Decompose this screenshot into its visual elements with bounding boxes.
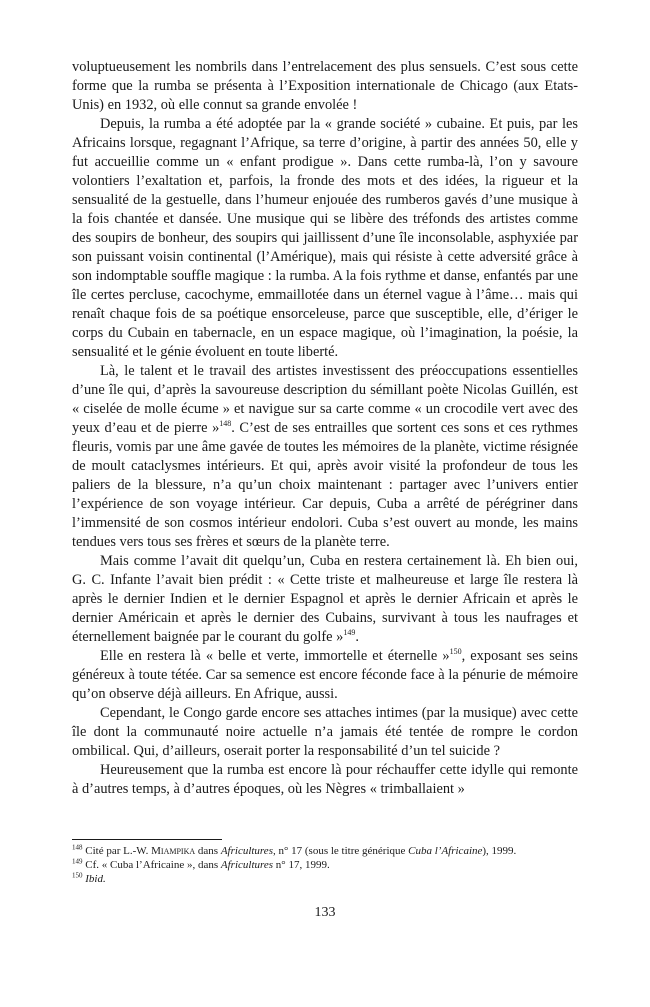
text-run: Cf. « Cuba l’Africaine », dans [82, 859, 221, 871]
text-run: Elle en restera là « belle et verte, immortelle et éternelle » [100, 648, 450, 664]
footnote [72, 858, 578, 872]
text-run: . C’est de ses entrailles que sortent ces sons et ces rythmes fleuris, vomis par une âme gavée de toutes les mémoires de la planète, victime résignée de moult cataclysmes intérieurs. Et qui, après avoir visité la profondeur de tous les paliers de la blessure, n’a qu’un choix maintenant : partager avec l’univers entier l’expérience de son voyage intérieur. Car depuis, Cuba a arrêté de pérégriner dans l’immensité de son cosmos intérieur endolori. Cuba s’est ouvert au monde, les mains tendues vers tous ses frères et sœurs de la planète terre. [72, 420, 578, 550]
text-run: Cité par L.-W. [82, 845, 152, 857]
footnote-ref: 148 [219, 419, 232, 429]
text-run: n° 17 (sous le titre générique [275, 845, 409, 857]
text-run: ), 1999. [482, 845, 517, 857]
italic-text: Ibid. [85, 873, 106, 885]
footnotes [72, 844, 578, 886]
text-run: , exposant ses seins généreux à toute tétée. Car sa semence est encore féconde face à la pénurie de mémoire qu’on observe déjà ailleurs. En Afrique, aussi. [72, 648, 578, 702]
text-run: . [355, 629, 359, 645]
footnote-ref: 149 [72, 857, 83, 866]
small-caps-text: Miampika [151, 845, 196, 857]
footnote [72, 872, 578, 886]
footnote-ref: 150 [449, 647, 462, 657]
paragraph [72, 362, 578, 552]
italic-text: Africultures [220, 859, 274, 871]
paragraph [72, 704, 578, 761]
footnote-ref: 149 [343, 628, 356, 638]
body-text [72, 58, 578, 799]
text-run: Cependant, le Congo garde encore ses attaches intimes (par la musique) avec cette île dont la communauté noire actuelle n’a jamais été tentée de rompre le cordon ombilical. Qui, d’ailleurs, oserait porter la responsabilité d’un tel suicide ? [72, 705, 578, 759]
text-run: Heureusement que la rumba est encore là pour réchauffer cette idylle qui remonte à d’autres temps, à d’autres époques, où les Nègres « trimballaient » [72, 762, 578, 797]
page-number: 133 [314, 905, 336, 920]
footnote-ref: 148 [72, 843, 83, 852]
text-run: n° 17, 1999. [273, 859, 330, 871]
text-run: dans [195, 845, 221, 857]
footnote [72, 844, 578, 858]
text-run: Depuis, la rumba a été adoptée par la « grande société » cubaine. Et puis, par les Africains lorsque, regagnant l’Afrique, sa terre d’origine, à partir des années 50, elle y fut accueillie comme un « enfant prodigue ». Dans cette rumba-là, l’on y savoure volontiers l’exaltation et, parfois, la fronde des mots et des idées, la rigueur et la sensualité de la gestuelle, dans l’humeur enjouée des rumberos gavés d’une musique à la fois chantée et dansée. Une musique qui se libère des tréfonds des artistes comme des soupirs de bonheur, des soupirs qui jaillissent d’une île inconsolable, asphyxiée par son puissant voisin continental (l’Amérique), mais qui résiste à cette adversité grâce à son indomptable souffle magique : la rumba. A la fois rythme et danse, enfantés par une île certes percluse, cacochyme, emmaillotée dans un éternel vague à l’âme… mais qui renaît chaque fois de sa poétique ensorceleuse, parce que susceptible, elle, d’ériger le corps du Cubain en tabernacle, en un espace magique, où l’imagination, la poésie, la sensualité et le génie évoluent en toute liberté. [72, 116, 578, 360]
text-run: Là, le talent et le travail des artistes investissent des préoccupations essentielles d’une île qui, d’après la savoureuse description du sémillant poète Nicolas Guillén, est « ciselée de molle écume » et navigue sur sa carte comme « un crocodile vert avec des yeux d’eau et de pierre » [72, 363, 578, 436]
paragraph [72, 761, 578, 799]
text-run: voluptueusement les nombrils dans l’entrelacement des plus sensuels. C’est sous cette forme que la rumba se présenta à l’Exposition internationale de Chicago (aux Etats-Unis) en 1932, où elle connut sa grande envolée ! [72, 59, 578, 113]
page-content [72, 58, 578, 886]
footnote-separator [72, 839, 222, 840]
paragraph [72, 58, 578, 115]
text-run: Mais comme l’avait dit quelqu’un, Cuba en restera certainement là. Eh bien oui, G. C. Infante l’avait bien prédit : « Cette triste et malheureuse et large île restera là après le dernier Indien et le dernier Espagnol et après le dernier Africain et après le dernier Américain et après le dernier des Cubains, survivant à tous les naufrages et éternellement baignée par le courant du golfe » [72, 553, 578, 645]
paragraph [72, 552, 578, 647]
footnote-ref: 150 [72, 871, 83, 880]
paragraph [72, 115, 578, 362]
italic-text: Cuba l’Africaine [408, 845, 483, 857]
paragraph [72, 647, 578, 704]
italic-text: Africultures, [220, 845, 276, 857]
